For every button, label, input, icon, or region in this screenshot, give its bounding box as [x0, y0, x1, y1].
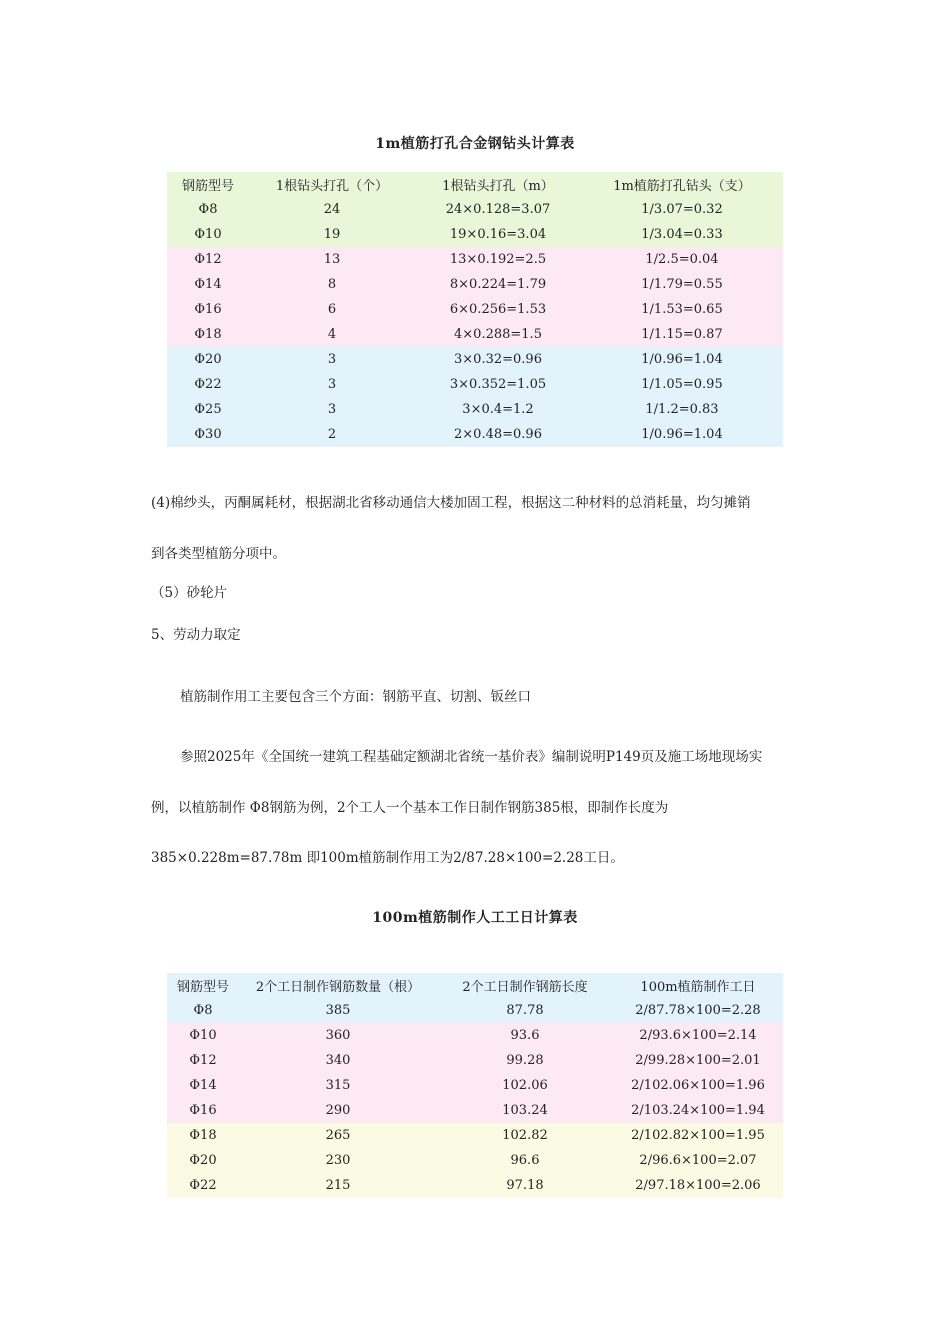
column-header: 1m植筋打孔钻头（支）	[613, 179, 751, 194]
table-cell: Φ22	[189, 1178, 217, 1193]
table-cell: Φ22	[194, 377, 222, 392]
table-cell: 96.6	[510, 1153, 540, 1168]
table-row	[167, 1098, 783, 1123]
table-cell: Φ8	[193, 1003, 213, 1018]
table-cell: 1/0.96=1.04	[641, 427, 723, 442]
table-cell: 24	[323, 202, 341, 217]
table-cell: 24×0.128=3.07	[445, 202, 551, 217]
table-cell: 2/87.78×100=2.28	[635, 1003, 761, 1018]
table-cell: 1/1.05=0.95	[641, 377, 723, 392]
column-header: 100m植筋制作工日	[640, 980, 756, 995]
table-row	[167, 1173, 783, 1198]
table-cell: 6×0.256=1.53	[449, 302, 547, 317]
table-cell: 1/1.15=0.87	[641, 327, 723, 342]
table-cell: Φ14	[189, 1078, 217, 1093]
paragraph-labor-aspects: 植筋制作用工主要包含三个方面：钢筋平直、切割、钣丝口	[180, 689, 531, 705]
table-cell: 2/103.24×100=1.94	[631, 1103, 765, 1118]
column-header: 1根钻头打孔（m）	[442, 179, 554, 194]
table-cell: Φ18	[194, 327, 222, 342]
table-cell: Φ20	[194, 352, 222, 367]
table-cell: 13×0.192=2.5	[449, 252, 547, 267]
table-cell: Φ12	[189, 1053, 217, 1068]
table-row	[167, 1023, 783, 1048]
column-header: 2个工日制作钢筋长度	[462, 980, 588, 995]
table-cell: 3	[327, 377, 337, 392]
table-row	[167, 272, 783, 297]
table-cell: 87.78	[506, 1003, 544, 1018]
table-cell: 8×0.224=1.79	[449, 277, 547, 292]
table-cell: Φ14	[194, 277, 222, 292]
table-cell: Φ25	[194, 402, 222, 417]
table-cell: 19	[323, 227, 341, 242]
labor-day-table	[167, 973, 783, 1198]
paragraph-cotton-acetone-line2: 到各类型植筋分项中。	[151, 546, 286, 562]
table-cell: 19×0.16=3.04	[449, 227, 547, 242]
table-cell: 360	[325, 1028, 351, 1043]
table-cell: Φ16	[189, 1103, 217, 1118]
section-heading-labor: 5、劳动力取定	[151, 627, 241, 643]
table-row	[167, 347, 783, 372]
table-row	[167, 1073, 783, 1098]
table-row	[167, 397, 783, 422]
table-cell: Φ10	[189, 1028, 217, 1043]
table-cell: 2/102.82×100=1.95	[631, 1128, 765, 1143]
paragraph-reference-line1: 参照2025年《全国统一建筑工程基础定额湖北省统一基价表》编制说明P149页及施工场地现场实	[180, 749, 763, 765]
table-cell: 13	[323, 252, 341, 267]
table-cell: 102.82	[502, 1128, 548, 1143]
table-cell: 6	[327, 302, 337, 317]
table-cell: 97.18	[506, 1178, 544, 1193]
table-row	[167, 1123, 783, 1148]
table-cell: Φ10	[194, 227, 222, 242]
table-cell: 2×0.48=0.96	[454, 427, 542, 442]
paragraph-reference-line2: 例，以植筋制作 Φ8钢筋为例，2个工人一个基本工作日制作钢筋385根，即制作长度为	[151, 800, 669, 816]
table-cell: 2	[327, 427, 337, 442]
table-cell: 4	[327, 327, 337, 342]
table-cell: 3	[327, 402, 337, 417]
table-cell: 8	[327, 277, 337, 292]
column-header: 钢筋型号	[176, 980, 229, 995]
table-cell: 215	[325, 1178, 351, 1193]
table2-title: 100m植筋制作人工工日计算表	[372, 910, 578, 926]
table-row	[167, 297, 783, 322]
table-row	[167, 247, 783, 272]
table-cell: 1/2.5=0.04	[645, 252, 719, 267]
table-cell: 265	[325, 1128, 351, 1143]
table-cell: 93.6	[510, 1028, 540, 1043]
table-cell: 102.06	[502, 1078, 548, 1093]
table-cell: 99.28	[506, 1053, 544, 1068]
table-row	[167, 197, 783, 222]
table-cell: Φ8	[198, 202, 218, 217]
paragraph-grinding-wheel: （5）砂轮片	[151, 585, 228, 601]
table-row	[167, 1148, 783, 1173]
column-header: 1根钻头打孔（个）	[275, 179, 389, 194]
table-cell: 3×0.32=0.96	[454, 352, 542, 367]
table-cell: 385	[325, 1003, 351, 1018]
table1-title: 1m植筋打孔合金钢钻头计算表	[375, 136, 575, 152]
table-cell: Φ12	[194, 252, 222, 267]
table-row	[167, 322, 783, 347]
table-cell: 290	[325, 1103, 351, 1118]
table-cell: 2/96.6×100=2.07	[639, 1153, 757, 1168]
table-cell: 3×0.352=1.05	[449, 377, 547, 392]
table-row	[167, 422, 783, 447]
paragraph-reference-line3: 385×0.228m=87.78m 即100m植筋制作用工为2/87.28×100=2.28工日。	[151, 850, 624, 866]
table-cell: 2/99.28×100=2.01	[635, 1053, 761, 1068]
table-cell: 1/3.04=0.33	[641, 227, 723, 242]
table-cell: 1/1.53=0.65	[641, 302, 723, 317]
table-cell: 2/102.06×100=1.96	[631, 1078, 765, 1093]
table-cell: Φ20	[189, 1153, 217, 1168]
table-header-row	[167, 973, 783, 998]
table-cell: 1/0.96=1.04	[641, 352, 723, 367]
table-cell: 4×0.288=1.5	[454, 327, 542, 342]
table-row	[167, 222, 783, 247]
table-cell: 3×0.4=1.2	[462, 402, 534, 417]
table-row	[167, 1048, 783, 1073]
table-header-row	[167, 172, 783, 197]
table-cell: 103.24	[502, 1103, 548, 1118]
table-cell: 2/97.18×100=2.06	[635, 1178, 761, 1193]
column-header: 2个工日制作钢筋数量（根）	[255, 980, 421, 995]
paragraph-cotton-acetone-line1: (4)棉纱头，丙酮属耗材，根据湖北省移动通信大楼加固工程，根据这二种材料的总消耗量，均匀摊销	[151, 495, 751, 511]
table-cell: 2/93.6×100=2.14	[639, 1028, 757, 1043]
table-cell: Φ30	[194, 427, 222, 442]
column-header: 钢筋型号	[181, 179, 234, 194]
table-cell: 315	[325, 1078, 351, 1093]
drill-bit-table	[167, 172, 783, 447]
table-cell: 340	[325, 1053, 351, 1068]
table-cell: 230	[325, 1153, 351, 1168]
table-row	[167, 998, 783, 1023]
table-cell: Φ16	[194, 302, 222, 317]
table-cell: 1/1.79=0.55	[641, 277, 723, 292]
table-row	[167, 372, 783, 397]
table-cell: 3	[327, 352, 337, 367]
table-cell: Φ18	[189, 1128, 217, 1143]
table-cell: 1/1.2=0.83	[645, 402, 719, 417]
table-cell: 1/3.07=0.32	[641, 202, 723, 217]
